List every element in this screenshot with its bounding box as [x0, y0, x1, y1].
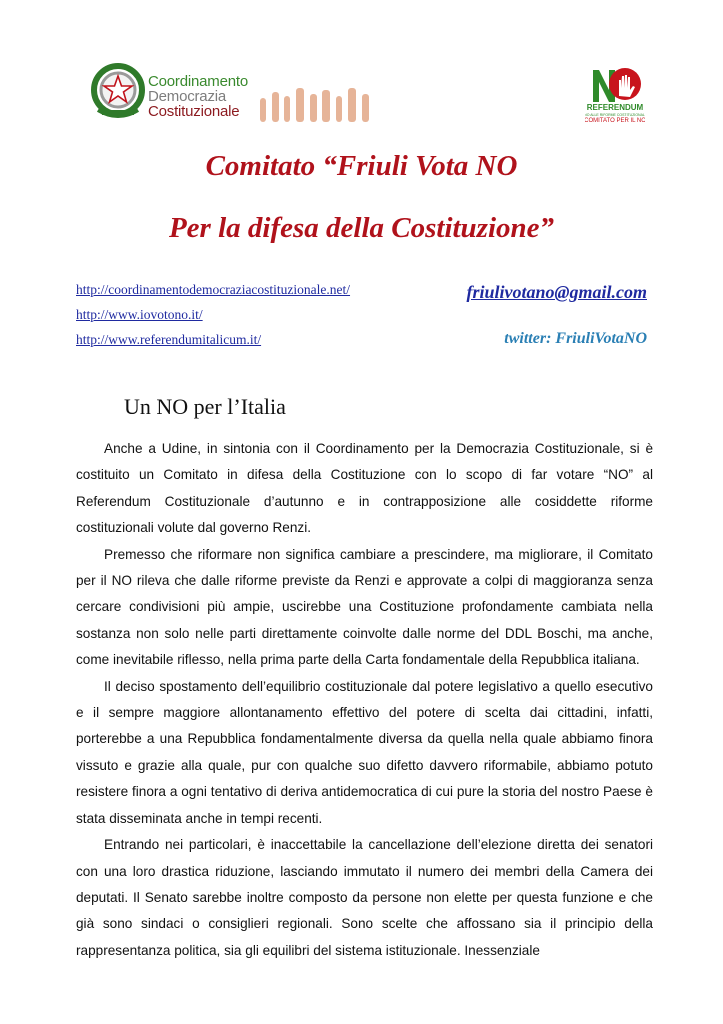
paragraph: Entrando nei particolari, è inaccettabile la cancellazione dell’elezione diretta dei senatori con una loro drastica riduzione, lasciando immutato il numero dei membri della Camera dei deputati. Il Senato sarebbe inoltre composto da persone non elette per questa funzione e che già sono sindaci o consiglieri regionali. Sono scelte che affossano sia il principio della rappresentanza politica, sia gli equilibri del sistema istituzionale. Inessenziale — [76, 837, 653, 958]
email-link[interactable]: friulivotano@gmail.com — [466, 282, 647, 302]
svg-text:NO ALLE RIFORME COSTITUZIONALI: NO ALLE RIFORME COSTITUZIONALI — [585, 113, 645, 117]
link-referendumitalicum[interactable]: http://www.referendumitalicum.it/ — [76, 332, 262, 347]
link-iovotono[interactable]: http://www.iovotono.it/ — [76, 307, 203, 322]
paragraph: Il deciso spostamento dell’equilibrio costituzionale dal potere legislativo a quello esecutivo e il sempre maggiore allontanamento effettivo del potere di scelta dai cittadini, infatti, porterebbe a una Repubblica fondamentalmente diversa da quella nella quale abbiamo finora vissuto e grazie alla quale, pur con qualche suo difetto davvero riformabile, abbiamo potuto resistere finora a ogni tentativo di deriva antidemocratica di cui pure la storia del nostro Paese è stata disseminata anche in tempi recenti. — [76, 678, 653, 826]
no-hand-icon — [585, 64, 645, 126]
section-title: Un NO per l’Italia — [124, 394, 286, 419]
coordinamento-logo — [88, 60, 378, 130]
svg-text:REFERENDUM: REFERENDUM — [586, 103, 644, 112]
raised-hands-icon — [256, 82, 376, 122]
referendum-no-logo — [585, 64, 645, 126]
title-line-1: Comitato “Friuli Vota NO — [205, 150, 518, 182]
republic-emblem-icon — [88, 60, 148, 124]
coordinamento-logo-text: Coordinamento Democrazia Costituzionale — [148, 73, 248, 120]
link-coordinamento[interactable]: http://coordinamentodemocraziacostituzionale.net/ — [76, 282, 351, 297]
paragraph: Premesso che riformare non significa cambiare a prescindere, ma migliorare, il Comitato per il NO rileva che dalle riforme previste da Renzi e approvate a colpi di maggioranza senza cercare condivisioni più ampie, uscirebbe una Costituzione profondamente cambiata nella sostanza non solo nelle parti direttamente coinvolte dalle norme del DDL Boschi, ma anche, come inevitabile riflesso, nella prima parte della Carta fondamentale della Repubblica italiana. — [76, 546, 653, 668]
paragraph: Anche a Udine, in sintonia con il Coordinamento per la Democrazia Costituzionale, si è costituito un Comitato in difesa della Costituzione con lo scopo di far votare “NO” al Referendum Costituzionale d’autunno e in contrapposizione alle cosiddette riforme costituzionali volute dal governo Renzi. — [76, 441, 653, 536]
twitter-handle: twitter: FriuliVotaNO — [504, 330, 647, 347]
body-text — [76, 436, 653, 964]
title-line-2: Per la difesa della Costituzione” — [168, 212, 555, 244]
svg-text:COMITATO PER IL NO: COMITATO PER IL NO — [585, 118, 645, 124]
